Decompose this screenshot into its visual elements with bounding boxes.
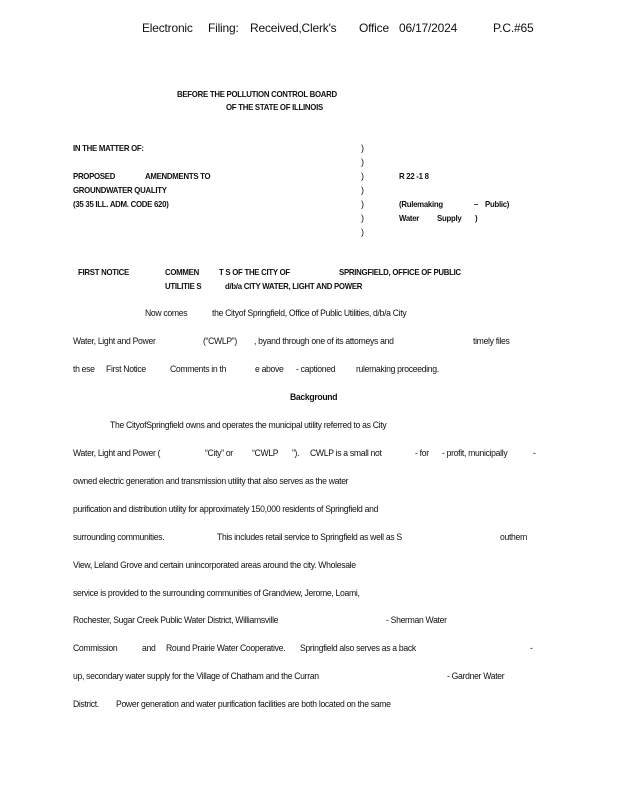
text-fragment: “CWLP [252, 448, 279, 459]
text-fragment: - captioned [296, 364, 336, 375]
text-fragment: (“CWLP”) [203, 336, 237, 347]
notice-springfield: SPRINGFIELD, OFFICE OF PUBLIC [339, 267, 461, 277]
notice-ts: T S OF THE CITY OF [219, 267, 290, 277]
caption-supply: Supply [437, 213, 462, 223]
text-fragment: Comments in th [170, 364, 227, 375]
board-title-line2: OF THE STATE OF ILLINOIS [226, 102, 323, 112]
text-fragment: Now comes [145, 308, 188, 319]
text-fragment: - [533, 448, 536, 459]
text-fragment: e above [255, 364, 284, 375]
text-fragment: First Notice [106, 364, 146, 375]
text-fragment: owned electric generation and transmission utility that also serves as the water [73, 476, 349, 487]
text-fragment: “City” or [205, 448, 233, 459]
caption-paren: ) [361, 213, 364, 223]
header-filing: Filing: [208, 21, 239, 35]
text-fragment: service is provided to the surrounding communities of Grandview, Jerome, Loami, [73, 588, 360, 599]
caption-groundwater: GROUNDWATER QUALITY [73, 185, 167, 195]
header-received: Received,Clerk's [250, 21, 337, 35]
text-fragment: Springfield also serves as a back [300, 643, 416, 654]
header-office: Office [359, 21, 389, 35]
caption-paren: ) [361, 199, 364, 209]
text-fragment: The CityofSpringfield owns and operates the municipal utility referred to as City [110, 420, 387, 431]
text-fragment: the Cityof Springfield, Office of Public Utilities, d/b/a City [212, 308, 407, 319]
text-fragment: Commission [73, 643, 118, 654]
caption-matter: IN THE MATTER OF: [73, 143, 144, 153]
text-fragment: Round Prairie Water Cooperative. [166, 643, 286, 654]
caption-code: (35 35 ILL. ADM. CODE 620) [73, 199, 169, 209]
caption-close-paren: ) [475, 213, 478, 223]
text-fragment: th ese [73, 364, 95, 375]
header-electronic: Electronic [142, 21, 193, 35]
caption-amendments: AMENDMENTS TO [145, 171, 211, 181]
text-fragment: - [530, 643, 533, 654]
text-fragment: - Sherman Water [386, 615, 447, 626]
text-fragment: up, secondary water supply for the Village of Chatham and the Curran [73, 671, 319, 682]
text-fragment: purification and distribution utility for approximately 150,000 residents of Springfield and [73, 504, 379, 515]
header-date: 06/17/2024 [399, 21, 458, 35]
caption-docket: R 22 -1 8 [399, 171, 429, 181]
caption-public: Public) [485, 199, 510, 209]
caption-rulemaking: (Rulemaking [399, 199, 443, 209]
caption-paren: ) [361, 227, 364, 237]
text-fragment: ”). [292, 448, 300, 459]
text-fragment: Power generation and water purification facilities are both located on the same [116, 699, 391, 710]
text-fragment: and [142, 643, 156, 654]
text-fragment: surrounding communities. [73, 532, 165, 543]
caption-dash: – [474, 199, 479, 209]
notice-utilities: UTILITIE S [165, 281, 202, 291]
caption-paren: ) [361, 157, 364, 167]
text-fragment: timely files [473, 336, 510, 347]
caption-paren: ) [361, 143, 364, 153]
board-title-line1: BEFORE THE POLLUTION CONTROL BOARD [177, 89, 337, 99]
notice-first: FIRST NOTICE [78, 267, 130, 277]
notice-dba: d/b/a CITY WATER, LIGHT AND POWER [225, 281, 363, 291]
text-fragment: Water, Light and Power [73, 336, 156, 347]
text-fragment: - Gardner Water [447, 671, 505, 682]
header-pc-number: P.C.#65 [493, 21, 534, 35]
caption-paren: ) [361, 185, 364, 195]
text-fragment: District. [73, 699, 99, 710]
section-heading-background: Background [290, 392, 338, 403]
caption-water: Water [399, 213, 420, 223]
caption-proposed: PROPOSED [73, 171, 116, 181]
text-fragment: - for [415, 448, 429, 459]
caption-paren: ) [361, 171, 364, 181]
text-fragment: This includes retail service to Springfield as well as S [217, 532, 402, 543]
text-fragment: Water, Light and Power ( [73, 448, 161, 459]
notice-commen: COMMEN [165, 267, 199, 277]
text-fragment: - profit, municipally [442, 448, 508, 459]
text-fragment: View, Leland Grove and certain unincorporated areas around the city. Wholesale [73, 560, 356, 571]
text-fragment: CWLP is a small not [310, 448, 382, 459]
text-fragment: outhern [500, 532, 528, 543]
text-fragment: rulemaking proceeding. [356, 364, 439, 375]
text-fragment: , byand through one of its attorneys and [254, 336, 394, 347]
text-fragment: Rochester, Sugar Creek Public Water District, Williamsville [73, 615, 279, 626]
